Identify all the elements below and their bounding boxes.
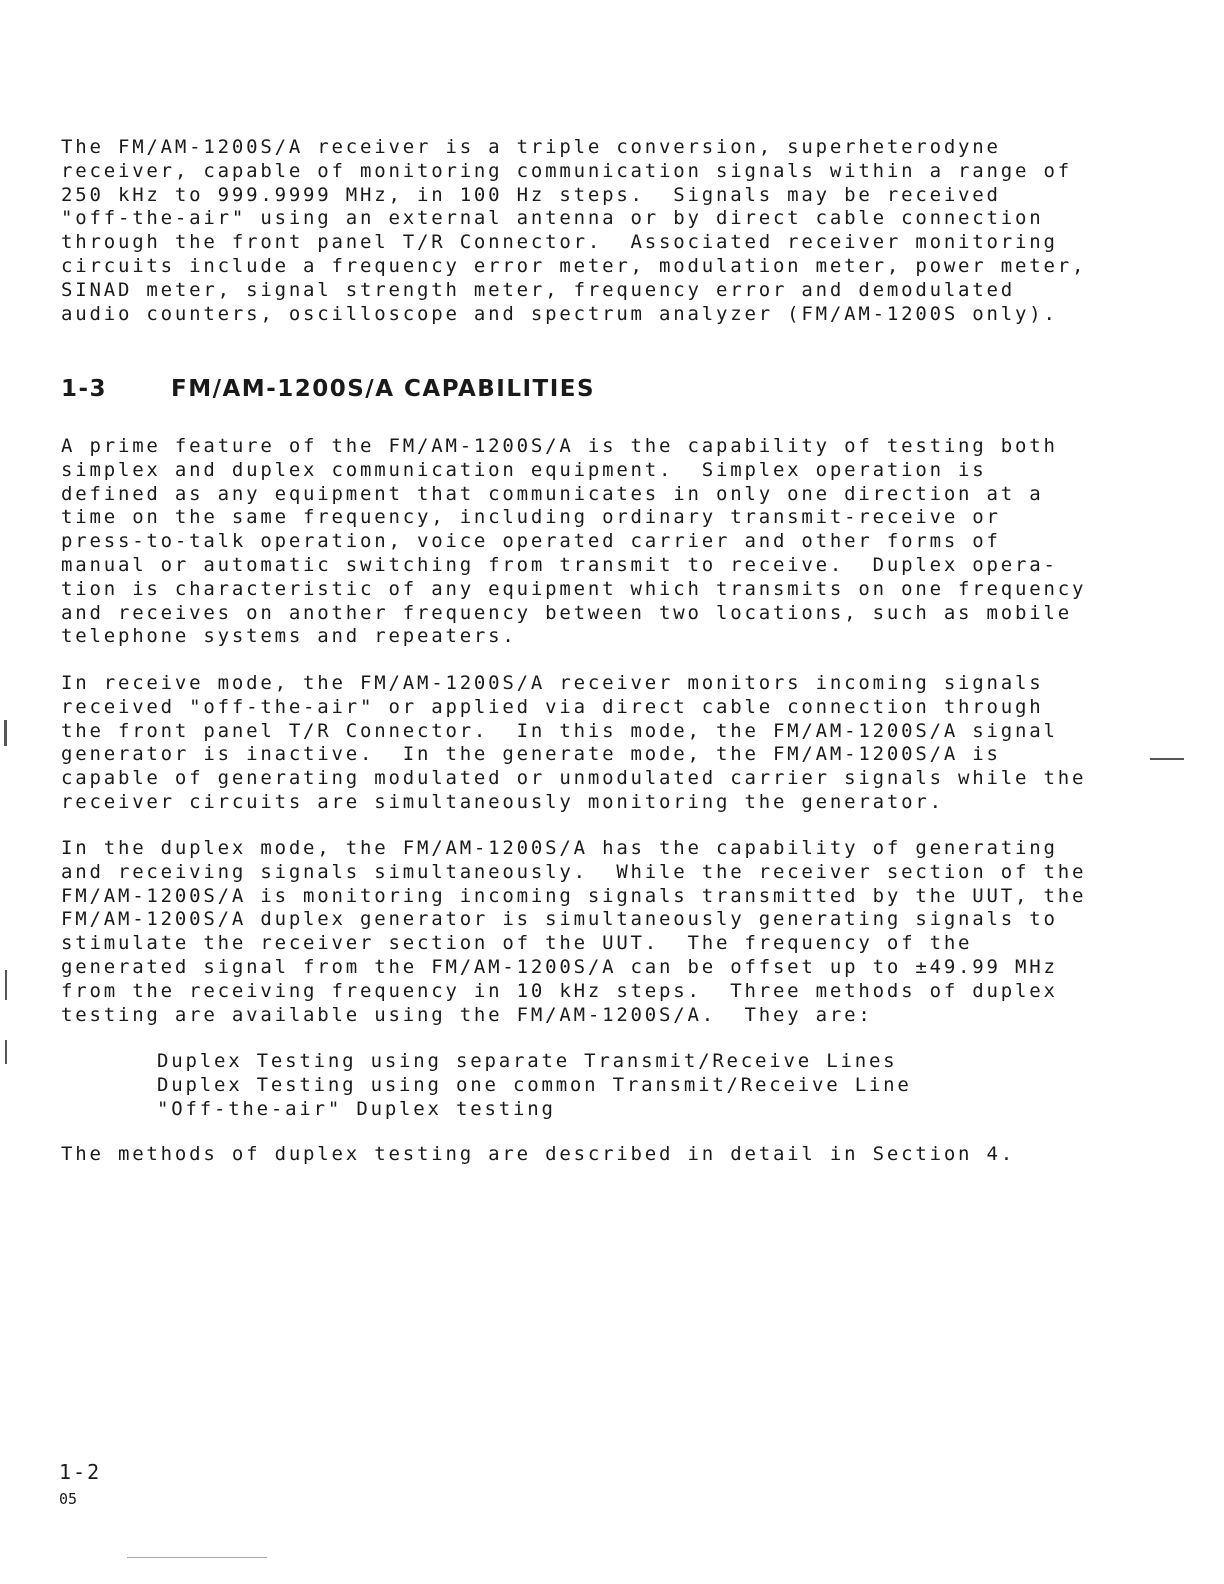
paragraph-receive-mode: In receive mode, the FM/AM-1200S/A receiver monitors incoming signals received "off-the-air" or applied via direct cable connection through the front panel T/R Connector. In this mode, the FM/AM-1200S/A signal generator is inactive. In the generate mode, the FM/AM-1200S/A is capable of generating modulated or unmodulated carrier signals while the receiver circuits are simultaneously monitoring the generator.	[61, 672, 1087, 813]
list-item: Duplex Testing using separate Transmit/Receive Lines	[157, 1050, 898, 1072]
scan-line-bottom	[127, 1557, 267, 1558]
section-number: 1-3	[61, 376, 108, 402]
paragraph-duplex-mode: In the duplex mode, the FM/AM-1200S/A has the capability of generating and receiving signals simultaneously. While the receiver section of the FM/AM-1200S/A is monitoring incoming signals transmitted by the UUT, the FM/AM-1200S/A duplex generator is simultaneously generating signals to stimulate the receiver section of the UUT. The frequency of the generated signal from the FM/AM-1200S/A can be offset up to ±49.99 MHz from the receiving frequency in 10 kHz steps. Three methods of duplex testing are available using the FM/AM-1200S/A. They are:	[61, 837, 1087, 1026]
scan-mark-left-3	[5, 1040, 7, 1064]
duplex-methods-list	[157, 1050, 912, 1121]
intro-paragraph: The FM/AM-1200S/A receiver is a triple conversion, superheterodyne receiver, capable of monitoring communication signals within a range of 250 kHz to 999.9999 MHz, in 100 Hz steps. Signals may be received "off-the-air" using an external antenna or by direct cable connection through the front panel T/R Connector. Associated receiver monitoring circuits include a frequency error meter, modulation meter, power meter, SINAD meter, signal strength meter, frequency error and demodulated audio counters, oscilloscope and spectrum analyzer (FM/AM-1200S only).	[61, 136, 1087, 325]
list-item: Duplex Testing using one common Transmit/Receive Line	[157, 1073, 912, 1096]
scan-mark-right	[1150, 758, 1184, 760]
list-item: "Off-the-air" Duplex testing	[157, 1097, 556, 1120]
paragraph-simplex-duplex: A prime feature of the FM/AM-1200S/A is the capability of testing both simplex and duplex communication equipment. Simplex operation is defined as any equipment that communicates in only one direction at a time on the same frequency, including ordinary transmit-receive or press-to-talk operation, voice operated carrier and other forms of manual or automatic switching from transmit to receive. Duplex opera- tion is characteristic of any equipment which transmits on one frequency and receives on another frequency between two locations, such as mobile telephone systems and repeaters.	[61, 435, 1087, 648]
revision-code: 05	[59, 1490, 78, 1508]
section-heading	[61, 376, 595, 402]
scan-mark-left-1	[4, 720, 7, 746]
scan-mark-left-2	[5, 970, 7, 1000]
closing-paragraph: The methods of duplex testing are described in detail in Section 4.	[61, 1143, 1016, 1165]
section-title: FM/AM-1200S/A CAPABILITIES	[171, 376, 596, 402]
page-number: 1-2	[59, 1460, 102, 1484]
